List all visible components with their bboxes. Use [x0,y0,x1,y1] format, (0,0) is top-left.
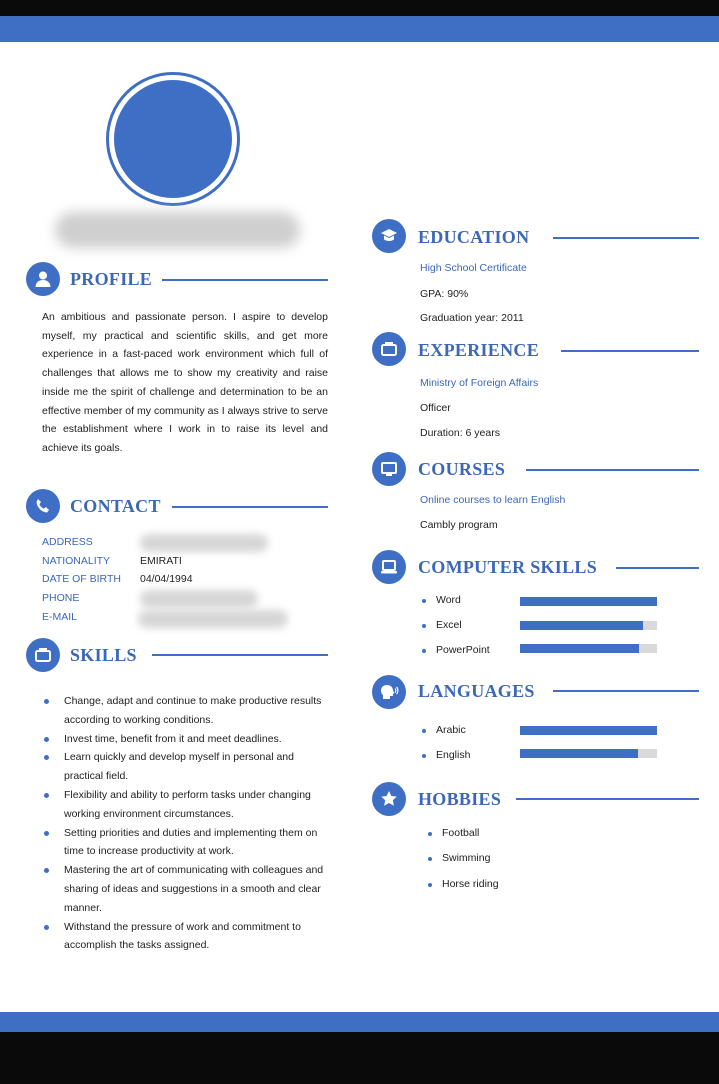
nationality-value: EMIRATI [140,555,182,567]
skill-item: Invest time, benefit from it and meet deadlines. [42,730,332,749]
computer-skills-divider [616,567,699,569]
hobby-item: Football [426,827,479,839]
briefcase-icon [372,332,406,366]
computer-skill-powerpoint-level [520,644,657,653]
course-name: Online courses to learn English [420,494,566,506]
nationality-label: NATIONALITY [42,555,111,567]
briefcase-icon [26,638,60,672]
profile-divider [162,279,328,281]
skills-divider [152,654,328,656]
skills-title: SKILLS [70,645,137,665]
footer-bar [0,1012,719,1032]
skills-list [42,692,332,955]
experience-duration: Duration: 6 years [420,427,500,439]
hobby-item: Horse riding [426,878,499,890]
dob-label: DATE OF BIRTH [42,573,121,585]
computer-skill-excel: Excel [420,619,462,631]
speaking-head-icon [372,675,406,709]
profile-text: An ambitious and passionate person. I aspire to develop myself, my practical and scientific skills, and get more experience in a fast-paced work environment which full of challenges that allows me to show my creativity and raise inside me the spirit of challenge and determination to be an effective member of my community as I always strive to serve the establishment where I work in to raise its level and achieve its goals. [42,311,328,454]
screen-top-band [0,0,719,16]
resume-page [0,16,719,1032]
skill-item: Withstand the pressure of work and commitment to accomplish the tasks assigned. [42,918,332,956]
star-icon [372,782,406,816]
screen-bottom-band [0,1032,719,1084]
phone-label: PHONE [42,592,80,604]
profile-title: PROFILE [70,269,153,289]
skill-item: Learn quickly and develop myself in personal and practical field. [42,748,332,786]
hobbies-divider [516,798,699,800]
header-bar [0,16,719,42]
email-label: E-MAIL [42,611,78,623]
computer-skills-title: COMPUTER SKILLS [418,557,598,577]
contact-divider [172,506,328,508]
dob-value: 04/04/1994 [140,573,193,585]
language-arabic: Arabic [420,724,466,736]
computer-skill-excel-level [520,621,657,630]
monitor-icon [372,452,406,486]
language-arabic-level [520,726,657,735]
education-divider [553,237,699,239]
skill-item: Setting priorities and duties and implementing them on time to increase productivity at work. [42,824,332,862]
address-label: ADDRESS [42,536,93,548]
language-english: English [420,749,470,761]
hobby-item: Swimming [426,852,490,864]
education-year: Graduation year: 2011 [420,312,524,324]
computer-skill-word-level [520,597,657,606]
course-provider: Cambly program [420,519,498,531]
computer-skill-powerpoint: PowerPoint [420,644,490,656]
profile-photo-circle [106,72,240,206]
blurred-address [140,534,268,552]
computer-skill-word: Word [420,594,461,606]
education-degree: High School Certificate [420,262,527,274]
skill-item: Flexibility and ability to perform tasks under changing working environment circumstances. [42,786,332,824]
graduation-icon [372,219,406,253]
courses-title: COURSES [418,459,506,479]
languages-divider [553,690,699,692]
experience-title: EXPERIENCE [418,340,540,360]
blurred-email [138,610,288,628]
blurred-name [55,212,300,248]
laptop-icon [372,550,406,584]
languages-title: LANGUAGES [418,681,535,701]
education-gpa: GPA: 90% [420,288,469,300]
education-title: EDUCATION [418,227,530,247]
person-icon [26,262,60,296]
skill-item: Change, adapt and continue to make productive results according to working conditions. [42,692,332,730]
language-english-level [520,749,657,758]
experience-divider [561,350,699,352]
experience-org: Ministry of Foreign Affairs [420,377,539,389]
phone-icon [26,489,60,523]
experience-role: Officer [420,402,451,414]
blurred-phone [140,590,258,608]
courses-divider [526,469,699,471]
skill-item: Mastering the art of communicating with colleagues and sharing of ideas and suggestions in a smooth and clear manner. [42,861,332,917]
hobbies-title: HOBBIES [418,789,502,809]
contact-title: CONTACT [70,496,161,516]
